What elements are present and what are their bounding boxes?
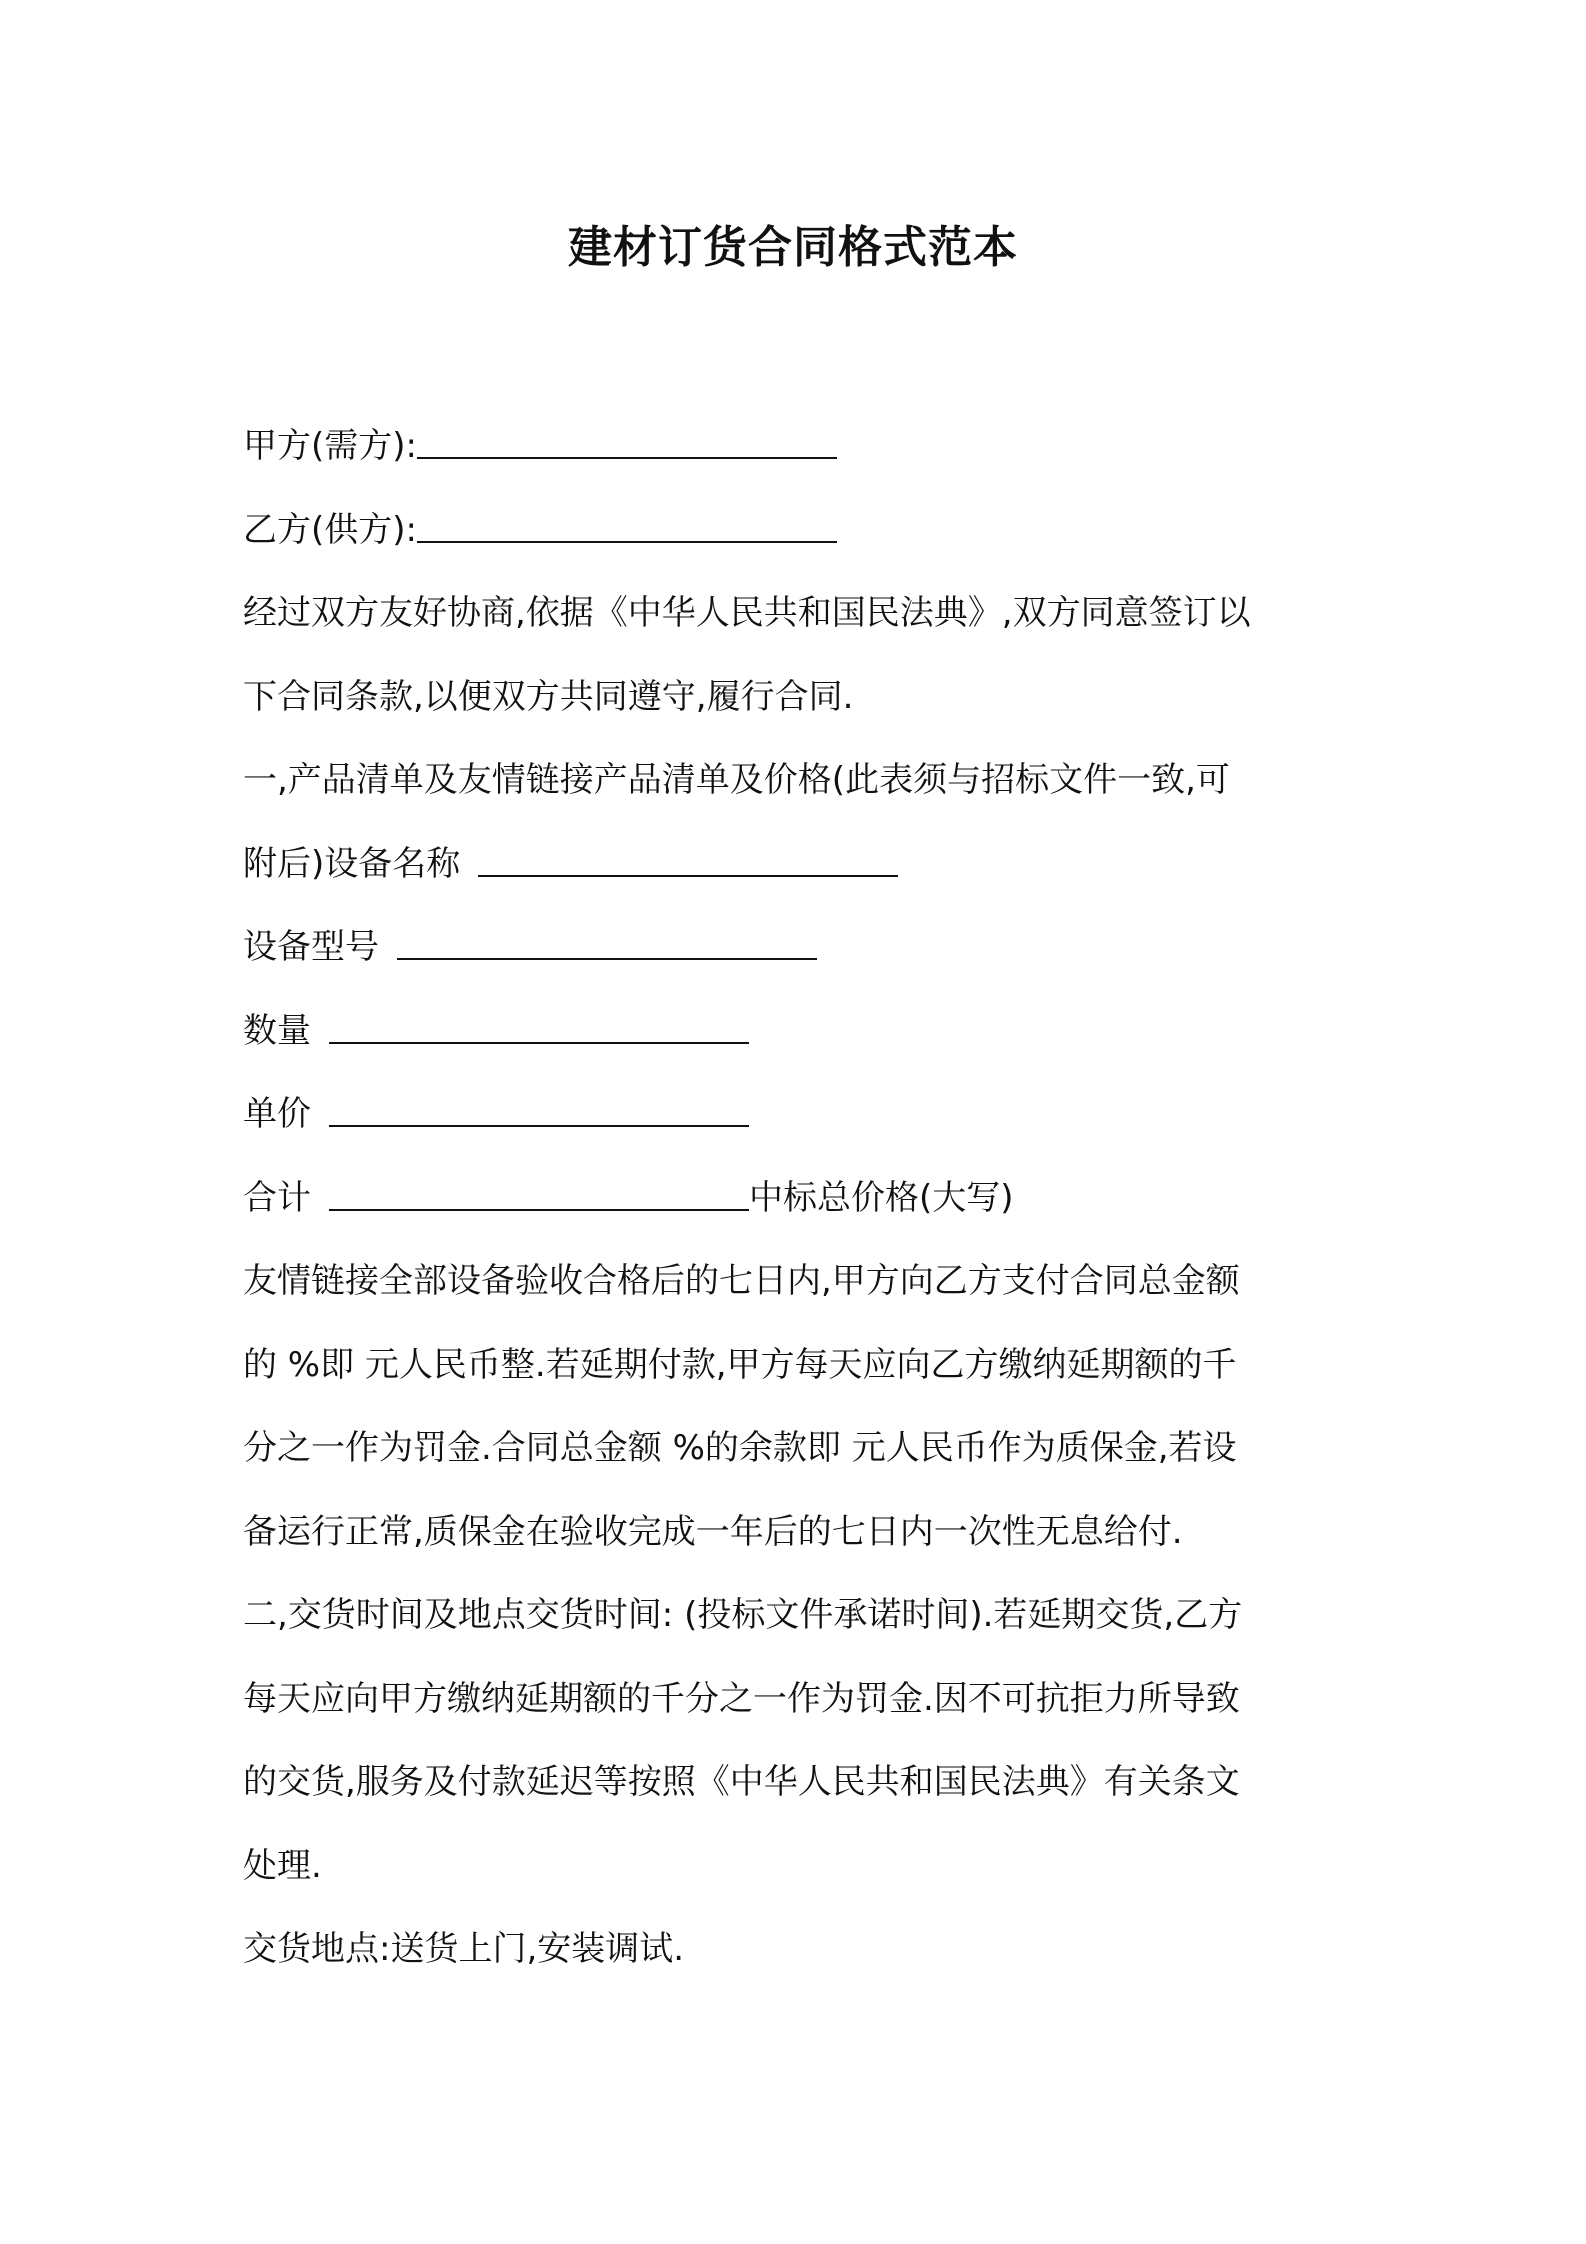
payment-line-2: 的 %即 元人民币整.若延期付款,甲方每天应向乙方缴纳延期额的千 xyxy=(243,1344,1237,1385)
quantity-label: 数量 xyxy=(243,1010,311,1051)
unit-price-label: 单价 xyxy=(243,1094,311,1134)
total-blank xyxy=(329,1179,749,1211)
section2-line-3: 的交货,服务及付款延迟等按照《中华人民共和国民法典》有关条文 xyxy=(243,1762,1240,1802)
intro-line-1: 经过双方友好协商,依据《中华人民共和国民法典》,双方同意签订以 xyxy=(243,593,1251,633)
payment-line-1: 友情链接全部设备验收合格后的七日内,甲方向乙方支付合同总金额 xyxy=(243,1261,1240,1301)
party-b-label: 乙方(供方): xyxy=(243,509,417,550)
party-a-line xyxy=(243,405,1358,489)
unit-price-blank xyxy=(329,1095,749,1127)
total-line xyxy=(243,1157,1358,1241)
intro-line-2: 下合同条款,以便双方共同遵守,履行合同. xyxy=(243,676,854,717)
document-body xyxy=(243,405,1358,1992)
device-model-label: 设备型号 xyxy=(243,927,379,967)
device-model-blank xyxy=(397,928,817,960)
payment-line-3: 分之一作为罚金.合同总金额 %的余款即 元人民币作为质保金,若设 xyxy=(243,1428,1237,1468)
payment-line-4: 备运行正常,质保金在验收完成一年后的七日内一次性无息给付. xyxy=(243,1511,1183,1552)
device-name-label: 附后)设备名称 xyxy=(243,843,461,884)
party-a-label: 甲方(需方): xyxy=(243,426,417,466)
device-model-line xyxy=(243,906,1358,990)
device-name-line xyxy=(243,823,1358,907)
total-suffix: 中标总价格(大写) xyxy=(749,1177,1014,1218)
device-name-blank xyxy=(478,845,898,877)
section2-line-1: 二,交货时间及地点交货时间: (投标文件承诺时间).若延期交货,乙方 xyxy=(243,1595,1243,1635)
party-a-blank xyxy=(417,427,837,459)
document-title: 建材订货合同格式范本 xyxy=(568,222,1018,273)
section2-line-4: 处理. xyxy=(243,1845,322,1886)
quantity-line xyxy=(243,990,1358,1074)
quantity-blank xyxy=(329,1012,749,1044)
section1-heading-line-1: 一,产品清单及友情链接产品清单及价格(此表须与招标文件一致,可 xyxy=(243,760,1230,800)
party-b-blank xyxy=(417,511,837,543)
total-label: 合计 xyxy=(243,1177,311,1218)
unit-price-line xyxy=(243,1073,1358,1157)
section2-line-2: 每天应向甲方缴纳延期额的千分之一作为罚金.因不可抗拒力所导致 xyxy=(243,1678,1240,1719)
delivery-location-line: 交货地点:送货上门,安装调试. xyxy=(243,1929,685,1969)
party-b-line xyxy=(243,489,1358,573)
